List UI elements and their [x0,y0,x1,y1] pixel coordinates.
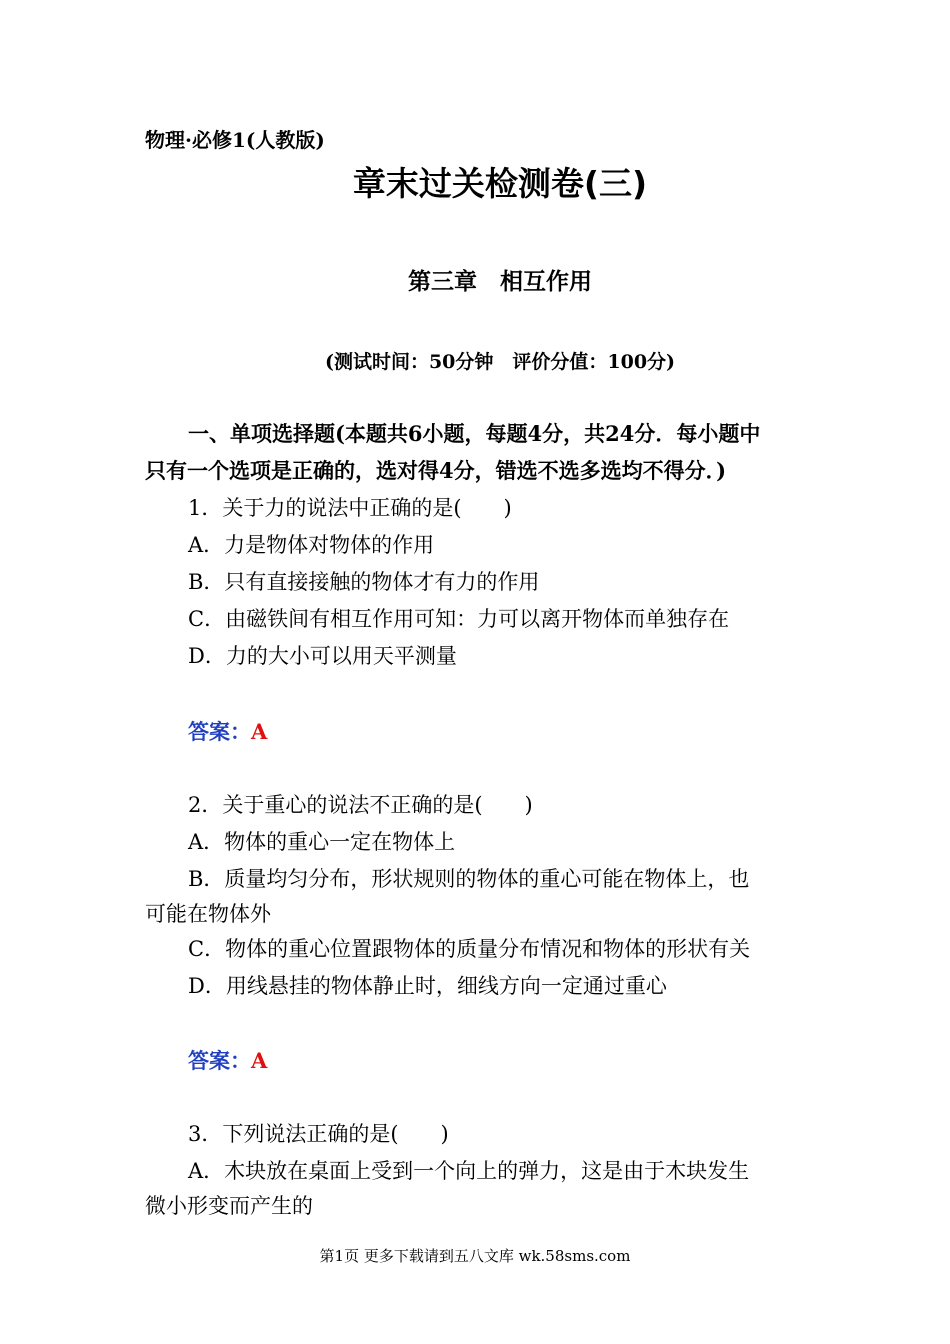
exam-title: 章末过关检测卷(三) [352,164,648,203]
question-2-answer [188,1045,267,1075]
question-3-option-a: A．木块放在桌面上受到一个向上的弹力，这是由于木块发生 [188,1159,750,1183]
question-3-option-a-cont: 微小形变而产生的 [145,1194,313,1218]
question-2-option-b: B．质量均匀分布，形状规则的物体的重心可能在物体上，也 [188,867,750,891]
question-2-option-d: D．用线悬挂的物体静止时，细线方向一定通过重心 [188,974,667,998]
test-info: (测试时间：50分钟 评价分值：100分) [324,351,676,373]
answer-label: 答案： [188,719,251,744]
question-2-stem: 2．关于重心的说法不正确的是( ) [188,793,533,817]
question-2-option-a: A．物体的重心一定在物体上 [188,830,456,854]
section-desc-line1: (本题共6小题，每题4分，共24分．每小题中 [335,421,761,446]
section-desc-line2: 只有一个选项是正确的，选对得4分，错选不选多选均不得分．) [145,458,727,483]
question-3-stem: 3．下列说法正确的是( ) [188,1122,449,1146]
question-2-option-b-cont: 可能在物体外 [145,902,271,926]
answer-value: A [251,1048,268,1073]
question-1-option-d: D．力的大小可以用天平测量 [188,644,457,668]
question-1-option-a: A．力是物体对物体的作用 [188,533,435,557]
answer-value: A [251,719,268,744]
question-1-option-c: C．由磁铁间有相互作用可知：力可以离开物体而单独存在 [188,607,730,631]
question-1-stem: 1．关于力的说法中正确的是( ) [188,496,512,520]
chapter-title: 第三章 相互作用 [408,269,592,295]
section-header [188,420,760,448]
section-heading: 一、单项选择题 [188,421,335,446]
question-1-answer [188,716,267,746]
question-2-option-c: C．物体的重心位置跟物体的质量分布情况和物体的形状有关 [188,937,751,961]
question-1-option-b: B．只有直接接触的物体才有力的作用 [188,570,540,594]
subject-header: 物理·必修1(人教版) [145,128,325,152]
page-footer: 第1页 更多下载请到五八文库 wk.58sms.com [319,1247,631,1265]
answer-label: 答案： [188,1048,251,1073]
